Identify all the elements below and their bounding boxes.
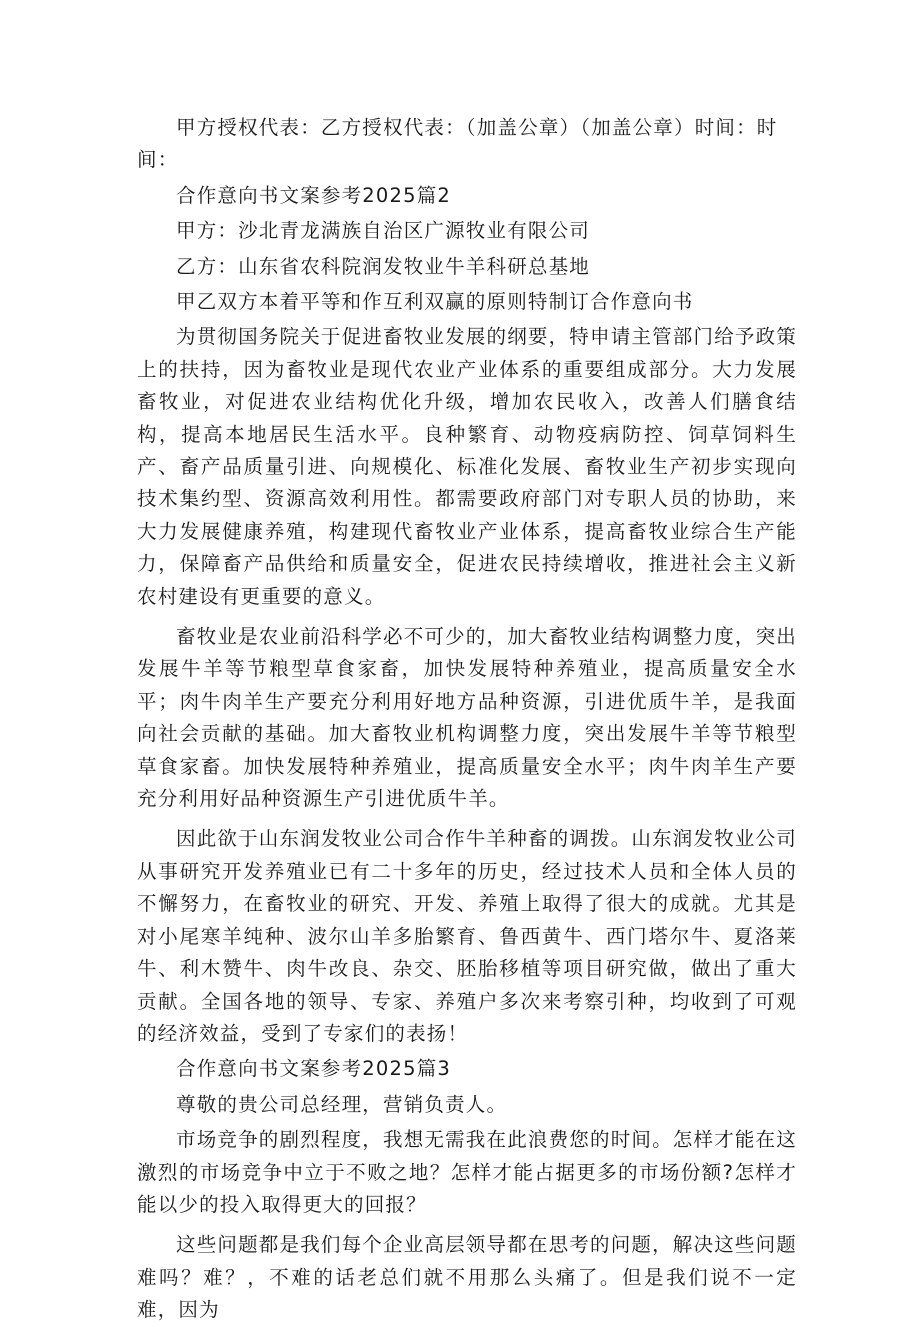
body-paragraph: 市场竞争的剧烈程度，我想无需我在此浪费您的时间。怎样才能在这激烈的市场竞争中立于不败之地？怎样才能占据更多的市场份额?怎样才能以少的投入取得更大的回报？ (137, 1128, 798, 1216)
section-heading-2: 合作意向书文案参考2025篇2 (176, 183, 452, 207)
document-body (137, 112, 797, 1327)
salutation-line: 尊敬的贵公司总经理，营销负责人。 (176, 1092, 508, 1116)
body-paragraph: 这些问题都是我们每个企业高层领导都在思考的问题，解决这些问题难吗？难？，不难的话老总们就不用那么头痛了。但是我们说不一定难，因为 (137, 1233, 798, 1322)
party-b-line: 乙方：山东省农科院润发牧业牛羊科研总基地 (176, 254, 591, 278)
body-paragraph: 为贯彻国务院关于促进畜牧业发展的纲要，特申请主管部门给予政策上的扶持，因为畜牧业是现代农业产业体系的重要组成部分。大力发展畜牧业，对促进农业结构优化升级，增加农民收入，改善人们膳食结构，提高本地居民生活水平。良种繁育、动物疫病防控、饲草饲料生产、畜产品质量引进、向规模化、标准化发展、畜牧业生产初步实现向技术集约型、资源高效利用性。都需要政府部门对专职人员的协助，来大力发展健康养殖，构建现代畜牧业产业体系，提高畜牧业综合生产能力，保障畜产品供给和质量安全，促进农民持续增收，推进社会主义新农村建设有更重要的意义。 (137, 325, 798, 608)
agreement-intro-line: 甲乙双方本着平等和作互利双赢的原则特制订合作意向书 (176, 289, 694, 313)
signature-line: 甲方授权代表：乙方授权代表：（加盖公章）（加盖公章）时间：时间： (137, 116, 778, 172)
section-heading-3: 合作意向书文案参考2025篇3 (176, 1057, 452, 1081)
body-paragraph: 因此欲于山东润发牧业公司合作牛羊种畜的调拨。山东润发牧业公司从事研究开发养殖业已有二十多年的历史，经过技术人员和全体人员的不懈努力，在畜牧业的研究、开发、养殖上取得了很大的成就。尤其是对小尾寒羊纯种、波尔山羊多胎繁育、鲁西黄牛、西门塔尔牛、夏洛莱牛、利木赞牛、肉牛改良、杂交、胚胎移植等项目研究做，做出了重大贡献。全国各地的领导、专家、养殖户多次来考察引种，均收到了可观的经济效益，受到了专家们的表扬！ (137, 827, 798, 1045)
body-paragraph: 畜牧业是农业前沿科学必不可少的，加大畜牧业结构调整力度，突出发展牛羊等节粮型草食家畜，加快发展特种养殖业，提高质量安全水平；肉牛肉羊生产要充分利用好地方品种资源，引进优质牛羊，是我面向社会贡献的基础。加大畜牧业机构调整力度，突出发展牛羊等节粮型草食家畜。加快发展特种养殖业，提高质量安全水平；肉牛肉羊生产要充分利用好品种资源生产引进优质牛羊。 (137, 625, 798, 811)
party-a-line: 甲方：沙北青龙满族自治区广源牧业有限公司 (176, 219, 591, 243)
